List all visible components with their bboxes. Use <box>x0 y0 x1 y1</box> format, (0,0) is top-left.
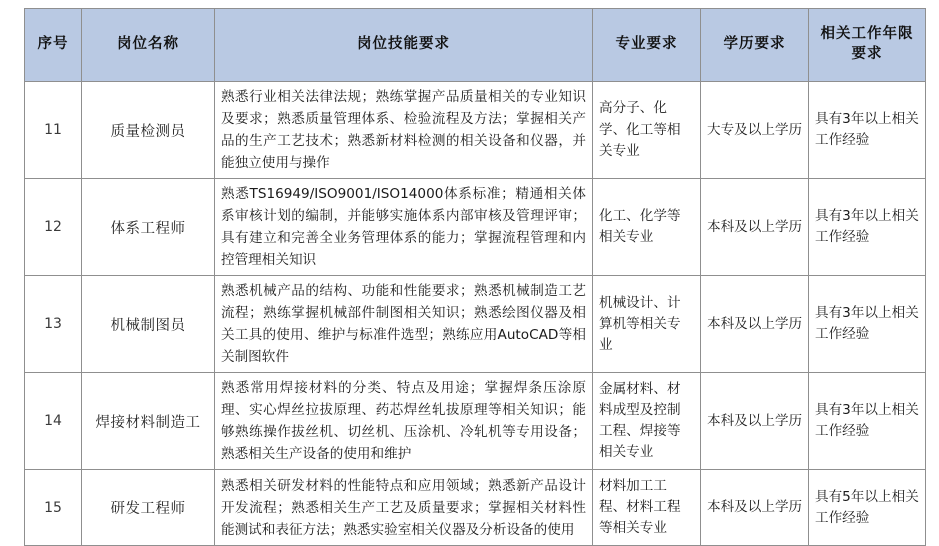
cell-skills: 熟悉常用焊接材料的分类、特点及用途；掌握焊条压涂原理、实心焊丝拉拔原理、药芯焊丝轧拔原理等相关知识；能够熟练操作拔丝机、切丝机、压涂机、冷轧机等专用设备；熟悉相关生产设备的使用和维护 <box>215 373 593 470</box>
column-header-experience: 相关工作年限要求 <box>809 9 926 82</box>
cell-education: 大专及以上学历 <box>701 82 809 179</box>
cell-major: 高分子、化学、化工等相关专业 <box>593 82 701 179</box>
column-header-education: 学历要求 <box>701 9 809 82</box>
cell-experience: 具有3年以上相关工作经验 <box>809 179 926 276</box>
cell-education: 本科及以上学历 <box>701 276 809 373</box>
cell-index: 15 <box>25 470 82 546</box>
cell-education: 本科及以上学历 <box>701 179 809 276</box>
cell-index: 13 <box>25 276 82 373</box>
cell-major: 材料加工工程、材料工程等相关专业 <box>593 470 701 546</box>
cell-job-name: 体系工程师 <box>82 179 215 276</box>
cell-job-name: 焊接材料制造工 <box>82 373 215 470</box>
cell-index: 11 <box>25 82 82 179</box>
table-row <box>25 276 926 373</box>
cell-experience: 具有3年以上相关工作经验 <box>809 82 926 179</box>
cell-job-name: 机械制图员 <box>82 276 215 373</box>
cell-index: 14 <box>25 373 82 470</box>
cell-education: 本科及以上学历 <box>701 373 809 470</box>
column-header-job-name: 岗位名称 <box>82 9 215 82</box>
cell-major: 金属材料、材料成型及控制工程、焊接等相关专业 <box>593 373 701 470</box>
job-requirements-table <box>24 8 926 546</box>
table-row <box>25 373 926 470</box>
table-row <box>25 179 926 276</box>
table-body <box>25 82 926 546</box>
table-header <box>25 9 926 82</box>
cell-job-name: 研发工程师 <box>82 470 215 546</box>
cell-skills: 熟悉TS16949/ISO9001/ISO14000体系标准；精通相关体系审核计划的编制，并能够实施体系内部审核及管理评审；具有建立和完善全业务管理体系的能力；掌握流程管理和内控管理相关知识 <box>215 179 593 276</box>
table-row <box>25 470 926 546</box>
cell-experience: 具有5年以上相关工作经验 <box>809 470 926 546</box>
cell-major: 化工、化学等相关专业 <box>593 179 701 276</box>
column-header-major: 专业要求 <box>593 9 701 82</box>
cell-experience: 具有3年以上相关工作经验 <box>809 373 926 470</box>
column-header-index: 序号 <box>25 9 82 82</box>
column-header-skills: 岗位技能要求 <box>215 9 593 82</box>
cell-major: 机械设计、计算机等相关专业 <box>593 276 701 373</box>
cell-index: 12 <box>25 179 82 276</box>
cell-education: 本科及以上学历 <box>701 470 809 546</box>
header-row <box>25 9 926 82</box>
table-row <box>25 82 926 179</box>
cell-experience: 具有3年以上相关工作经验 <box>809 276 926 373</box>
cell-skills: 熟悉机械产品的结构、功能和性能要求；熟悉机械制造工艺流程；熟练掌握机械部件制图相关知识；熟悉绘图仪器及相关工具的使用、维护与标准件选型；熟练应用AutoCAD等相关制图软件 <box>215 276 593 373</box>
cell-skills: 熟悉行业相关法律法规；熟练掌握产品质量相关的专业知识及要求；熟悉质量管理体系、检验流程及方法；掌握相关产品的生产工艺技术；熟悉新材料检测的相关设备和仪器，并能独立使用与操作 <box>215 82 593 179</box>
cell-job-name: 质量检测员 <box>82 82 215 179</box>
cell-skills: 熟悉相关研发材料的性能特点和应用领域；熟悉新产品设计开发流程；熟悉相关生产工艺及质量要求；掌握相关材料性能测试和表征方法；熟悉实验室相关仪器及分析设备的使用 <box>215 470 593 546</box>
